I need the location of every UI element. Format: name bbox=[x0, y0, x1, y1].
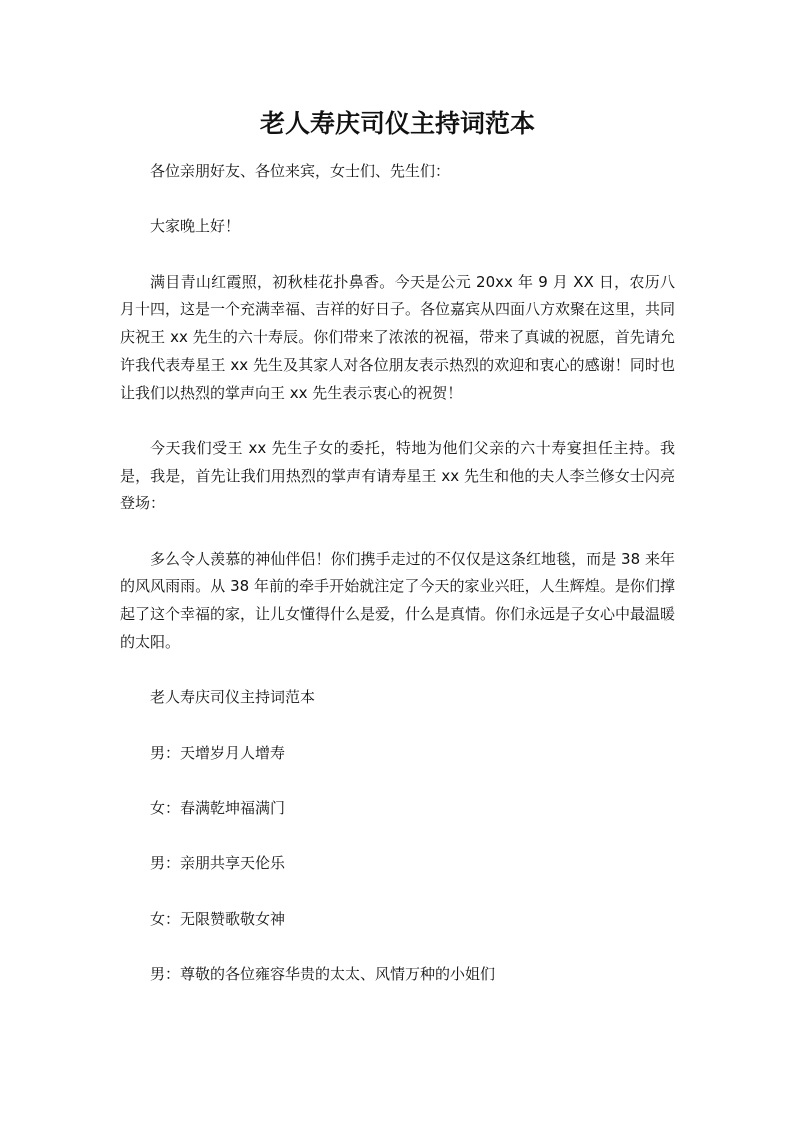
dialogue-line: 男：亲朋共享天伦乐 bbox=[150, 854, 286, 873]
dialogue-line: 男：尊敬的各位雍容华贵的太太、风情万种的小姐们 bbox=[150, 965, 496, 984]
paragraph-opening: 满目青山红霞照，初秋桂花扑鼻香。今天是公元 20xx 年 9 月 XX 日，农历八月十四，这是一个充满幸福、吉祥的好日子。各位嘉宾从四面八方欢聚在这里，共同庆祝王 xx 先生的六十寿辰。你们带来了浓浓的祝福，带来了真诚的祝愿，首先请允许我代表寿星王 xx 先生及其家人对各位朋友表示热烈的欢迎和衷心的感谢！同时也让我们以热烈的掌声向王 xx 先生表示衷心的祝贺！ bbox=[120, 272, 676, 402]
dialogue-line: 女：春满乾坤福满门 bbox=[150, 799, 286, 818]
dialogue-line: 女：无限赞歌敬女神 bbox=[150, 909, 286, 928]
paragraph-subtitle: 老人寿庆司仪主持词范本 bbox=[150, 688, 316, 707]
paragraph-greeting: 各位亲朋好友、各位来宾，女士们、先生们： bbox=[150, 162, 451, 180]
paragraph-couple-tribute: 多么令人羡慕的神仙伴侣！你们携手走过的不仅仅是这条红地毯，而是 38 来年的风风雨雨。从 38 年前的牵手开始就注定了今天的家业兴旺，人生辉煌。是你们撑起了这个幸福的家，让儿女懂得什么是爱，什么是真情。你们永远是子女心中最温暖的太阳。 bbox=[120, 549, 676, 651]
dialogue-line: 男：天增岁月人增寿 bbox=[150, 743, 286, 762]
document-title: 老人寿庆司仪主持词范本 bbox=[259, 109, 535, 138]
paragraph-good-evening: 大家晚上好！ bbox=[150, 217, 241, 236]
paragraph-introduction: 今天我们受王 xx 先生子女的委托，特地为他们父亲的六十寿宴担任主持。我是，我是，首先让我们用热烈的掌声有请寿星王 xx 先生和他的夫人李兰修女士闪亮登场： bbox=[120, 438, 675, 513]
document-body bbox=[120, 158, 675, 1017]
